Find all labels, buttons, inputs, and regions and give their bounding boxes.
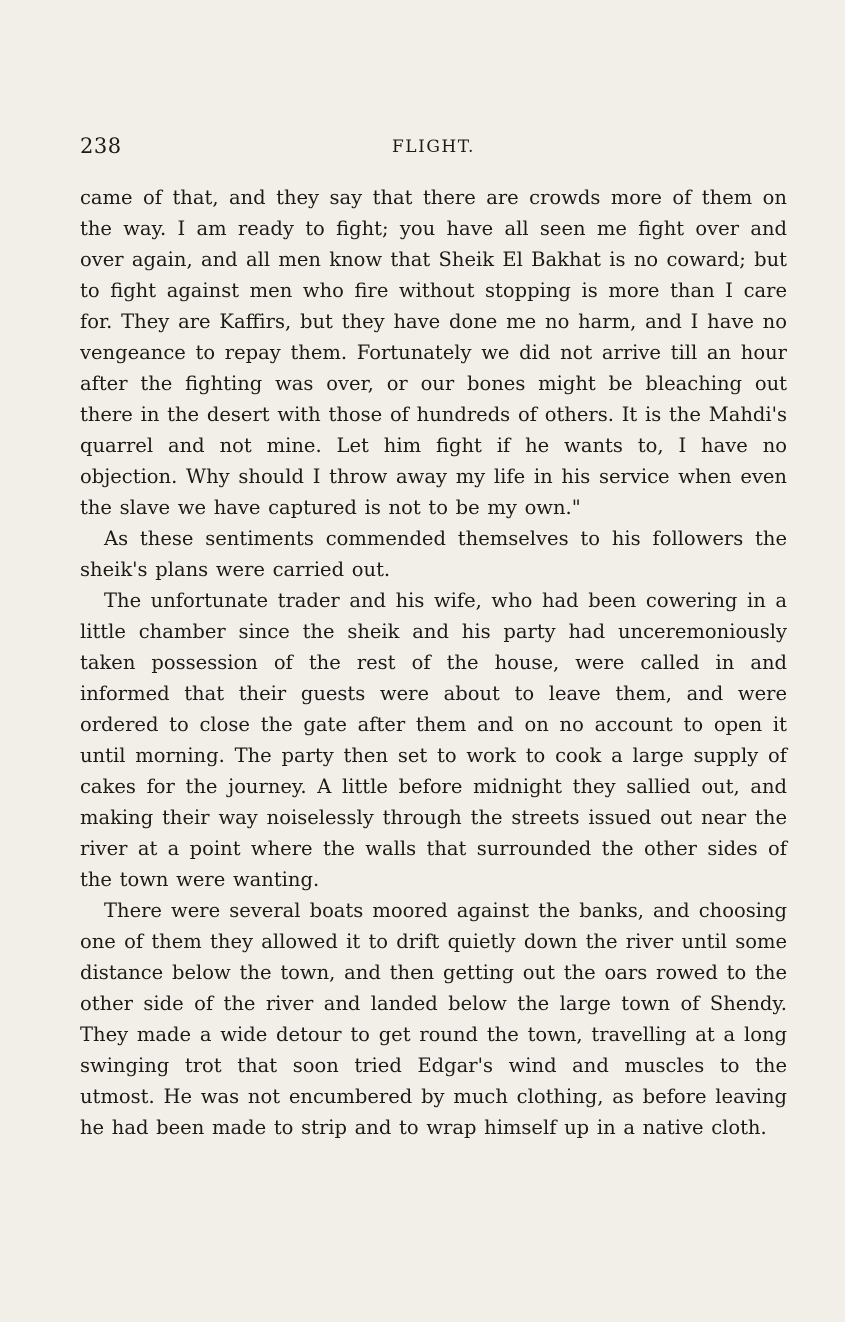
running-title: FLIGHT. (392, 137, 475, 157)
page-number: 238 (80, 134, 122, 158)
paragraph: The unfortunate trader and his wife, who had been cowering in a little chamber since the sheik and his party had unceremoniously taken possession of the rest of the house, were called in and informed that their guests were about to leave them, and were ordered to close the gate after them and on no account to open it until morning. The party then set to work to cook a large supply of cakes for the journey. A little before midnight they sallied out, and making their way noiselessly through the streets issued out near the river at a point where the walls that surrounded the other sides of the town were wanting. (80, 589, 787, 891)
book-page (80, 134, 787, 1143)
page-header (80, 134, 787, 164)
paragraph: There were several boats moored against the banks, and choosing one of them they allowed it to drift quietly down the river until some distance below the town, and then getting out the oars rowed to the other side of the river and landed below the large town of Shendy. They made a wide detour to get round the town, travelling at a long swinging trot that soon tried Edgar's wind and muscles to the utmost. He was not encumbered by much clothing, as before leaving he had been made to strip and to wrap himself up in a native cloth. (80, 899, 787, 1139)
paragraph: came of that, and they say that there are crowds more of them on the way. I am ready to fight; you have all seen me fight over and over again, and all men know that Sheik El Bakhat is no coward; but to fight against men who fire without stopping is more than I care for. They are Kaffirs, but they have done me no harm, and I have no vengeance to repay them. Fortunately we did not arrive till an hour after the fighting was over, or our bones might be bleaching out there in the desert with those of hundreds of others. It is the Mahdi's quarrel and not mine. Let him fight if he wants to, I have no objection. Why should I throw away my life in his service when even the slave we have captured is not to be my own." (80, 186, 787, 519)
page-body (80, 182, 787, 1143)
paragraph: As these sentiments commended themselves to his followers the sheik's plans were carried out. (80, 527, 787, 581)
